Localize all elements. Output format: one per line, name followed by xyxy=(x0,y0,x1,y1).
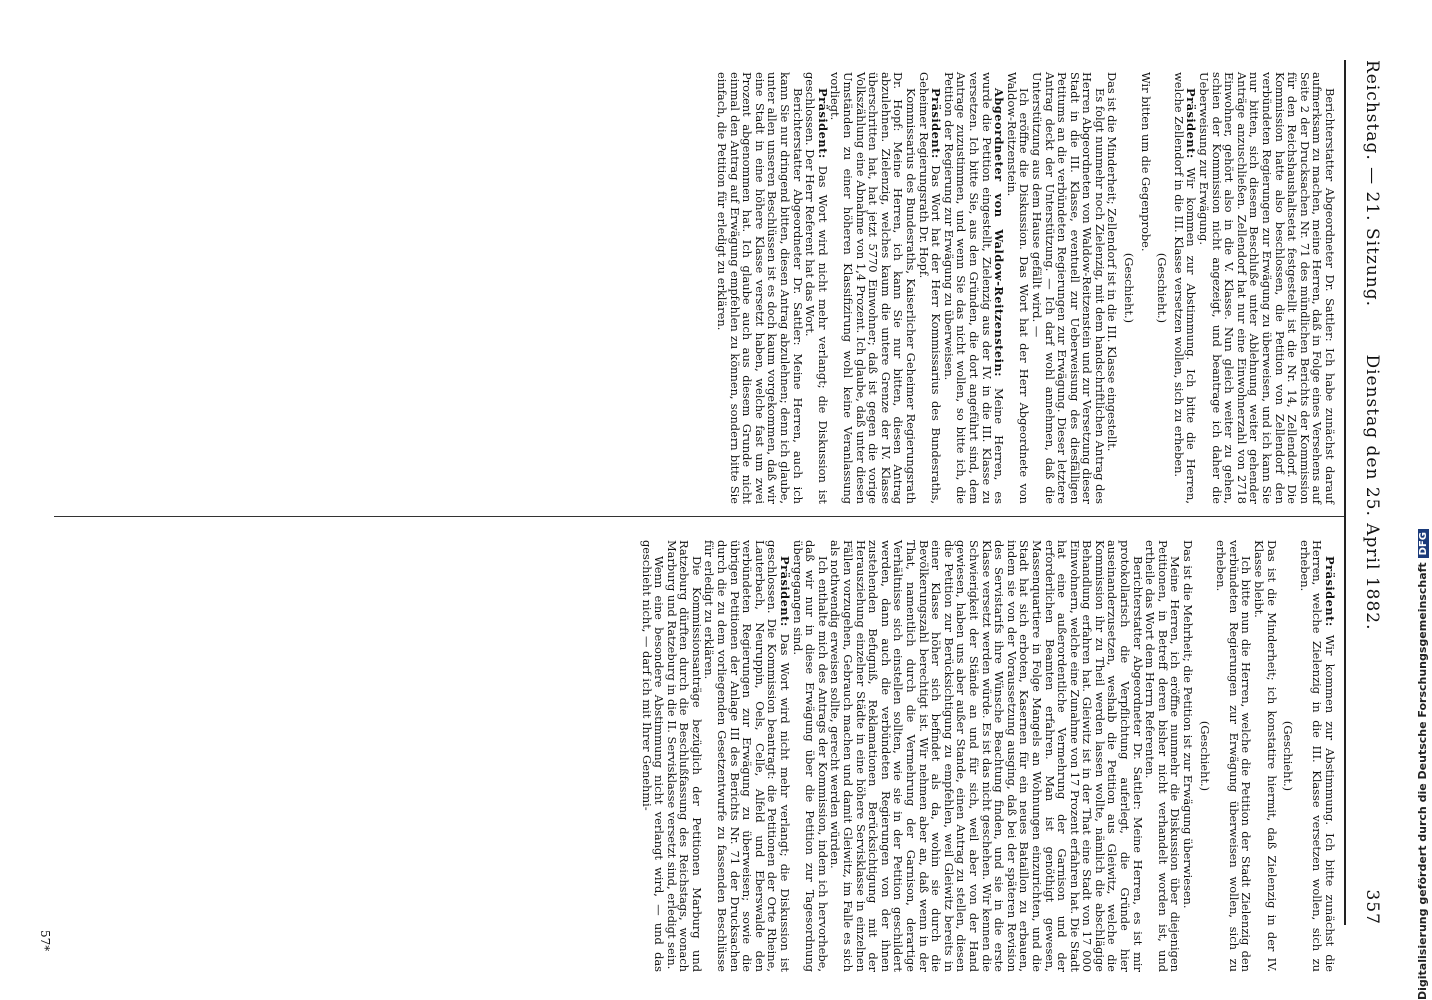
header-rule xyxy=(1344,60,1346,925)
dfg-logo: DFG xyxy=(1418,529,1429,558)
paragraph xyxy=(942,72,1005,504)
paragraph xyxy=(1106,72,1119,504)
paragraph-text: Das ist die Minderheit; Zellendorf ist in die III. Klasse eingestellt. xyxy=(1105,72,1120,452)
speaker-label: Präsident: xyxy=(778,556,793,627)
paragraph-text: Wenn eine besondere Abstimmung nicht verlangt wird, — und das geschieht nicht, — darf ich mit Ihrer Genehmi- xyxy=(639,540,667,972)
paragraph xyxy=(804,72,829,504)
paragraph xyxy=(829,540,1144,972)
paragraph-text: Die Kommissionsanträge bezüglich der Petitionen Marburg und Ratzeburg dürften durch die Beschlußfassung des Reichstags, wonach Marburg und Ratzeburg in die II. Servisklasse versetzt sind, erledigt sein. xyxy=(664,540,704,972)
paragraph-text: Das Wort hat der Herr Kommissarius des Bundesraths, Geheimer Regierungsrath Dr. Hopf. xyxy=(916,72,944,504)
paragraph-text: Das ist die Minderheit; ich konstatire hiermit, daß Zielenzig in der IV. Klasse bleibt. xyxy=(1252,540,1279,972)
paragraph-text: (Geschieht.) xyxy=(1197,720,1212,792)
paragraph-text: Meine Herren, es wurde die Petition eingestellt, Zielenzig aus der IV. in die III. Klasse zu versetzen. Ich bitte Sie, aus den Gründen, die dort angeführt sind, dem Antrage zuzustimmen, und wenn Sie das nicht wollen, so bitte ich, die Petition der Regierung zur Erwägung zu überweisen. xyxy=(941,72,1007,505)
paragraph xyxy=(1197,72,1336,504)
paragraph xyxy=(640,540,665,972)
paragraph-text: Ich eröffne die Diskussion. Das Wort hat der Herr Abgeordnete von Waldow-Reitzenstein. xyxy=(1004,72,1032,504)
paragraph-text: Wir bitten um die Gegenprobe. xyxy=(1138,72,1153,252)
paragraph-text: Wir kommen zur Abstimmung. Ich bitte die Herren, welche Zellendorf in die III. Klasse versetzen wollen, sich zu erheben. xyxy=(1171,72,1199,505)
paragraph xyxy=(1005,72,1030,504)
header-center: Dienstag den 25. April 1882. xyxy=(1362,354,1382,631)
left-column xyxy=(716,72,1337,504)
paragraph xyxy=(716,72,804,504)
speaker-label: Präsident: xyxy=(929,88,944,159)
right-column xyxy=(640,540,1336,972)
paragraph xyxy=(1156,72,1169,504)
column-divider xyxy=(54,516,1344,517)
header-left: Reichstag. — 21. Sitzung. xyxy=(1362,60,1382,308)
paragraph xyxy=(1139,72,1152,504)
paragraph xyxy=(1172,72,1197,504)
paragraph-text: (Geschieht.) xyxy=(1281,720,1296,792)
paragraph xyxy=(917,72,942,504)
paragraph xyxy=(1215,540,1253,972)
signature-mark: 57* xyxy=(38,930,52,952)
paragraph-text: Das Wort wird nicht mehr verlangt; die Diskussion ist geschlossen. Der Herr Referent hat das Wort. xyxy=(803,72,830,504)
paragraph-text: (Geschieht.) xyxy=(1122,252,1137,324)
speaker-label: Abgeordneter von Waldow-Reitzenstein: xyxy=(992,88,1007,377)
paragraph xyxy=(1144,540,1182,972)
paragraph-text: Ich enthalte mich des Antrags der Kommission, indem ich hervorhebe, daß wir nur in diese Erwägung über die Petition zur Tagesordnung übergegangen sind. xyxy=(790,540,830,972)
credit-text: Digitalisierung gefördert durch die Deutsche Forschungsgemeinschaft xyxy=(1416,562,1429,1000)
paragraph-text: Berichterstatter Abgeordneter Dr. Sattler: Ich habe zunächst darauf aufmerksam zu machen, meine Herren, daß in Folge eines Versehens auf Seite 2 der Drucksachen Nr. 71 des mündlichen Berichts der Kommission für den Reichshaushaltsetat festgestellt ist die Nr. 14, Zellendorf. Die Kommission hatte also beschlossen, die Petition von Zellendorf den verbündeten Regierungen zur Erwägung zu überweisen, und ich kann Sie nur bitten, sich diesem Beschluße unter Ablehnung weiter gehender Anträge anzuschließen. Zellendorf hat nur eine Einwohnerzahl von 2718 Einwohner, gehört also in die V. Klasse. Nun gleich weiter zu gehen, schien der Kommission nicht angezeigt, und beantrage ich daher die Ueberweisung zur Erwägung. xyxy=(1197,72,1337,504)
paragraph xyxy=(1030,72,1106,504)
paragraph-text: Das ist die Mehrheit; die Petition ist zur Erwägung überwiesen. xyxy=(1181,540,1196,909)
speaker-label: Präsident: xyxy=(1323,556,1337,627)
paragraph-text: (Geschieht.) xyxy=(1155,252,1170,324)
paragraph-text: Berichterstatter Abgeordneter Dr. Sattler: Meine Herren, auch ich kann Sie nur dringend bitten, diesen Antrag abzulehnen; denn ich glaube, unter allen unseren Beschlüssen ist es doch kaum vorgekommen, daß wir eine Stadt in eine höhere Klasse versetzt haben, welche fast um zwei Prozent abgenommen hat. Ich glaube auch aus diesem Grunde nicht einmal den Antrag auf Erwägung empfehlen zu können, sondern bitte Sie einfach, die Petition für erledigt zu erklären. xyxy=(715,72,805,504)
paragraph xyxy=(703,540,791,972)
paragraph-text: Wir kommen zur Abstimmung. Ich bitte zunächst die Herren, welche Zielenzig in die III. Klasse versetzen wollen, sich zu erheben. xyxy=(1297,540,1337,972)
paragraph-text: Das Wort wird nicht mehr verlangt; die Diskussion ist geschlossen. Die Kommission beantragt: die Petitionen der Orte Rheine, Lauterbach, Neuruppin, Oels, Celle, Alfeld und Eberswalde den verbündeten Regierungen zur Erwägung zu überweisen; sowie die übrigen Petitionen der Anlage III des Berichts Nr. 71 der Drucksachen durch die zu dem vorliegenden Gesetzentwurfe zu fassenden Beschlüsse für erledigt zu erklären. xyxy=(702,540,793,972)
page-header xyxy=(1352,60,1382,925)
digitization-credit xyxy=(1416,0,1432,1000)
paragraph-text: Ich bitte nun die Herren, welche die Petition der Stadt Zielenzig den verbündeten Regierungen zur Erwägung überweisen wollen, sich zu erheben. xyxy=(1214,540,1254,972)
paragraph xyxy=(665,540,703,972)
paragraph-text: Berichterstatter Abgeordneter Dr. Sattler: Meine Herren, es ist mir protokollarisch die Verpflichtung auferlegt, die Gründe hier auseinanderzusetzen, weshalb die Petition aus Gleiwitz, welche die Kommission ihr zu Theil werden lassen wollte, nämlich die abschlägige Behandlung erfahren hat. Gleiwitz ist in der That eine Stadt von 17 000 Einwohnern, welche eine Zunahme von 17 Prozent erfahren hat. Die Stadt hat eine außerordentliche Vermehrung der Garnison und der erforderlichen Beamten erfahren. Man ist genöthigt gewesen, Massenquartiere in Folge Mangels an Wohnungen einzurichten, und die Stadt hat sich erboten, Kasernen für ein neues Bataillon zu erbauen, indem sie von der Voraussetzung ausging, daß bei der späteren Revision des Servistarifs ihre Wünsche Beachtung finden, und sie in die erste Klasse versetzt werden würde. Es ist das nicht geschehen. Wir kennen die Schwierigkeit der Stände an und für sich, weil aber von der Hand gewiesen, haben uns aber außer Stande, einen Antrag zu stellen, diesen die Petition zur Berücksichtigung zu empfehlen, weil Gleiwitz bereits in einer Klasse höher sich befindet als da, wohin sie durch die Bevölkerungszahl berechtigt ist. Wir nehmen aber an, daß wenn in der That, namentlich durch die Vermehrung der Garnison, derartige Verhältnisse sich einstellen sollten, wie sie in der Petition geschildert werden, dann auch die verbündeten Regierungen von der ihnen zustehenden Befugniß, Reklamationen Berücksichtigung mit der Herausziehung einzelner Städte in eine höhere Servisklasse in einzelnen Fällen vorzugehen, Gebrauch machen und damit Gleiwitz, im Falle es sich als nothwendig erweisen sollte, gerecht werden würden. xyxy=(828,540,1145,972)
paragraph-text: Kommissarius des Bundesraths, Kaiserlicher Geheimer Regierungsrath Dr. Hopf: Meine Herren, ich kann Sie nur bitten, diesen Antrag abzulehnen. Zielenzig, welches kaum die untere Grenze der IV. Klasse überschritten hat, hat jetzt 5770 Einwohner; daß ist gegen die vorige Volkszählung eine Abnahme von 1,4 Prozent. Ich glaube, daß unter diesen Umständen zu einer höheren Klassifizirung wohl keine Veranlassung vorliegt. xyxy=(828,72,918,504)
page-number: 357 xyxy=(1362,889,1382,925)
paragraph xyxy=(1181,540,1194,972)
speaker-label: Präsident: xyxy=(815,88,830,159)
paragraph xyxy=(791,540,829,972)
paragraph xyxy=(1252,540,1277,972)
paragraph xyxy=(829,72,917,504)
paragraph-text: Meine Herren, ich eröffne nunmehr die Diskussion über diejenigen Petitionen, in Betreff deren bisher nicht verhandelt worden ist, und ertheile das Wort dem Herrn Referenten. xyxy=(1143,540,1183,972)
paragraph xyxy=(1282,540,1295,972)
paragraph xyxy=(1123,72,1136,504)
speaker-label: Präsident: xyxy=(1184,88,1199,159)
paragraph xyxy=(1298,540,1336,972)
paragraph xyxy=(1198,540,1211,972)
paragraph-text: Es folgt nunmehr noch Zielenzig, mit dem handschriftlichen Antrag des Herren Abgeordneten von Waldow-Reitzenstein und zur Versetzung dieser Stadt in die III. Klasse, eventuell zur Ueberweisung des diesfälligen Petitums an die verbündeten Regierungen zur Erwägung. Dieser letztere Antrag deckt der Unterstützung. — Ich darf wohl annehmen, daß die Unterstützung aus dem Hause gefällt wird. — xyxy=(1029,72,1107,504)
